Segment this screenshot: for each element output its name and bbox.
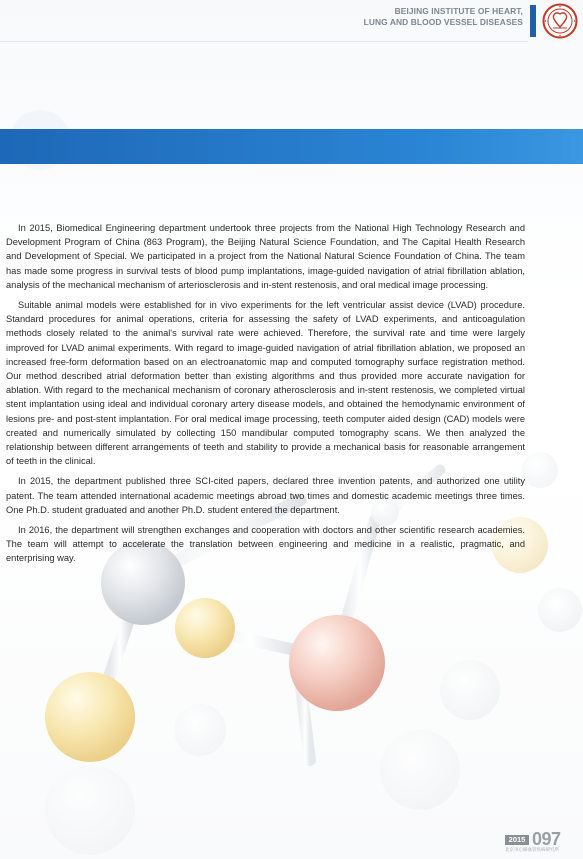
yellow-atom (45, 672, 135, 762)
paragraph: In 2015, the department published three SCI-cited papers, declared three invention patents, and authorized one utility patent. The team attended international academic meetings abroad two times and domestic academic meetings three times. One Ph.D. student graduated and another Ph.D. student entered the department. (6, 476, 525, 515)
background-atom (522, 452, 558, 488)
paragraph: Suitable animal models were established for in vivo experiments for the left ventricular assist device (LVAD) procedure. Standard procedures for animal operations, criteria for assessing the safety of LVAD experiments, and anticoagulation methods closely related to the animal's survival rate were achieved. Therefore, the survival rate and time were largely improved for LVAD animal experiments. With regard to image-guided navigation of atrial fibrillation ablation, we proposed an increased free-form deformation based on an electroanatomic map and computed tomography surface registration method. Our method described atrial deformation better than existing algorithms and thus provided more accurate navigation for ablation. With regard to the mechanical mechanism of coronary atherosclerosis and in-stent restenosis, we completed virtual stent implantation using ideal and individual coronary artery disease models, and obtained the hemodynamic environment of lesions pre- and post-stent implantation. For oral medical image processing, teeth computer aided design (CAD) models were created and numerically simulated by collecting 150 mandibular computed tomography scans. We then analyzed the relationship between different arrangements of teeth and stability to provide a mechanical basis for reasonable arrangement of teeth in the clinical. (6, 300, 525, 467)
article-body (6, 221, 525, 572)
footer-subtitle: 北京市心肺血管疾病研究所 (505, 847, 559, 852)
paragraph: In 2016, the department will strengthen exchanges and cooperation with doctors and other scientific research academies. The team will attempt to accelerate the translation between engineering and medicine in a realistic, pragmatic, and enterprising way. (6, 525, 525, 564)
background-atom (440, 660, 500, 720)
institute-seal-icon (542, 3, 578, 39)
footer-year-badge: 2015 (505, 835, 529, 845)
header-title-line2: LUNG AND BLOOD VESSEL DISEASES (363, 17, 523, 27)
page-number: 097 (532, 829, 561, 849)
header-accent-bar (530, 5, 536, 37)
section-title-band (0, 129, 583, 164)
background-atom (45, 765, 135, 855)
background-atom (174, 704, 226, 756)
molecule-bond (110, 615, 130, 675)
header-title-line1: BEIJING INSTITUTE OF HEART, (394, 6, 523, 16)
paragraph: In 2015, Biomedical Engineering department undertook three projects from the National High Technology Research and Development Program of China (863 Program), the Beijing Natural Science Foundation, and The Capital Health Research and Development of Special. We participated in a project from the National Natural Science Foundation of China. The team has made some progress in survival tests of blood pump implantations, image-guided navigation of atrial fibrillation ablation, analysis of the mechanical mechanism of arteriosclerosis and in-stent restenosis, and oral medical image processing. (6, 223, 525, 290)
header-divider (0, 41, 528, 42)
page-footer (505, 830, 575, 856)
background-atom (380, 730, 460, 810)
yellow-atom (175, 598, 235, 658)
background-atom (538, 588, 582, 632)
header-title (364, 6, 523, 28)
pink-atom (289, 615, 385, 711)
